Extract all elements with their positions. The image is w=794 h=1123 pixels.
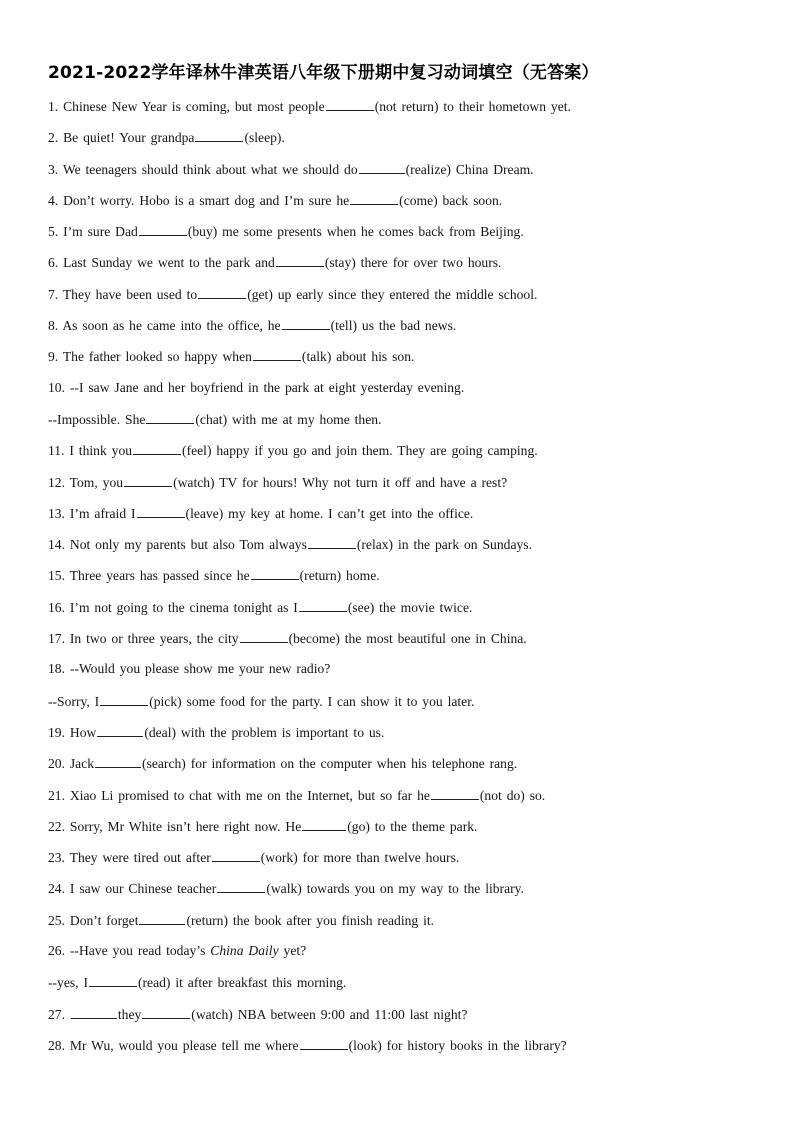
question-18: 18. --Would you please show me your new radio?: [48, 661, 331, 677]
question-15: 15. Three years has passed since he (return) home.: [48, 565, 768, 596]
answer-blank[interactable]: [198, 284, 246, 299]
worksheet-title: 2021-2022学年译林牛津英语八年级下册期中复习动词填空（无答案）: [48, 63, 599, 83]
question-14: 14. Not only my parents but also Tom always (relax) in the park on Sundays.: [48, 534, 768, 565]
answer-blank[interactable]: [240, 628, 288, 643]
question-20: 20. Jack (search) for information on the computer when his telephone rang.: [48, 753, 768, 784]
answer-blank[interactable]: [139, 221, 187, 236]
question-21: 21. Xiao Li promised to chat with me on the Internet, but so far he (not do) so.: [48, 785, 768, 816]
answer-blank[interactable]: [133, 440, 181, 455]
answer-blank[interactable]: [302, 816, 346, 831]
question-7: 7. They have been used to (get) up early since they entered the middle school.: [48, 284, 768, 315]
question-10: 10. --I saw Jane and her boyfriend in the park at eight yesterday evening.: [48, 379, 465, 395]
question-1: 1. Chinese New Year is coming, but most people (not return) to their hometown yet.: [48, 96, 768, 127]
answer-blank[interactable]: [195, 127, 243, 142]
question-23: 23. They were tired out after (work) for more than twelve hours.: [48, 847, 768, 878]
question-6: 6. Last Sunday we went to the park and (stay) there for over two hours.: [48, 252, 768, 283]
answer-blank[interactable]: [137, 503, 185, 518]
newspaper-title: China Daily: [210, 943, 279, 959]
answer-blank[interactable]: [142, 1004, 190, 1019]
answer-blank[interactable]: [146, 409, 194, 424]
question-5: 5. I’m sure Dad (buy) me some presents when he comes back from Beijing.: [48, 221, 768, 252]
answer-blank[interactable]: [89, 972, 137, 987]
answer-blank[interactable]: [359, 159, 405, 174]
question-25: 25. Don’t forget (return) the book after you finish reading it.: [48, 910, 768, 941]
answer-blank[interactable]: [217, 878, 265, 893]
question-12: 12. Tom, you (watch) TV for hours! Why not turn it off and have a rest?: [48, 472, 768, 503]
answer-blank[interactable]: [300, 1035, 348, 1050]
question-24: 24. I saw our Chinese teacher (walk) towards you on my way to the library.: [48, 878, 768, 909]
answer-blank[interactable]: [253, 346, 301, 361]
question-27: 27. they (watch) NBA between 9:00 and 11:00 last night?: [48, 1004, 768, 1035]
question-9: 9. The father looked so happy when (talk) about his son.: [48, 346, 768, 377]
answer-blank[interactable]: [71, 1004, 117, 1019]
answer-blank[interactable]: [431, 785, 479, 800]
answer-blank[interactable]: [97, 722, 143, 737]
answer-blank[interactable]: [299, 597, 347, 612]
question-26-reply: --yes, I (read) it after breakfast this morning.: [48, 972, 768, 1003]
question-22: 22. Sorry, Mr White isn’t here right now. He (go) to the theme park.: [48, 816, 768, 847]
question-28: 28. Mr Wu, would you please tell me where (look) for history books in the library?: [48, 1035, 768, 1066]
answer-blank[interactable]: [100, 691, 148, 706]
question-list: [48, 96, 768, 1066]
question-10-reply: --Impossible. She (chat) with me at my home then.: [48, 409, 768, 440]
answer-blank[interactable]: [308, 534, 356, 549]
answer-blank[interactable]: [282, 315, 330, 330]
question-11: 11. I think you (feel) happy if you go and join them. They are going camping.: [48, 440, 768, 471]
answer-blank[interactable]: [124, 472, 172, 487]
question-19: 19. How (deal) with the problem is important to us.: [48, 722, 768, 753]
answer-blank[interactable]: [276, 252, 324, 267]
answer-blank[interactable]: [95, 753, 141, 768]
question-13: 13. I’m afraid I (leave) my key at home. I can’t get into the office.: [48, 503, 768, 534]
question-16: 16. I’m not going to the cinema tonight as I (see) the movie twice.: [48, 597, 768, 628]
question-18-reply: --Sorry, I (pick) some food for the party. I can show it to you later.: [48, 691, 768, 722]
answer-blank[interactable]: [212, 847, 260, 862]
question-8: 8. As soon as he came into the office, he (tell) us the bad news.: [48, 315, 768, 346]
answer-blank[interactable]: [350, 190, 398, 205]
question-2: 2. Be quiet! Your grandpa (sleep).: [48, 127, 768, 158]
answer-blank[interactable]: [326, 96, 374, 111]
question-26: 26. --Have you read today’s China Daily yet?: [48, 943, 307, 959]
answer-blank[interactable]: [139, 910, 185, 925]
question-3: 3. We teenagers should think about what we should do (realize) China Dream.: [48, 159, 768, 190]
question-4: 4. Don’t worry. Hobo is a smart dog and I’m sure he (come) back soon.: [48, 190, 768, 221]
question-17: 17. In two or three years, the city (become) the most beautiful one in China.: [48, 628, 768, 659]
answer-blank[interactable]: [251, 565, 299, 580]
